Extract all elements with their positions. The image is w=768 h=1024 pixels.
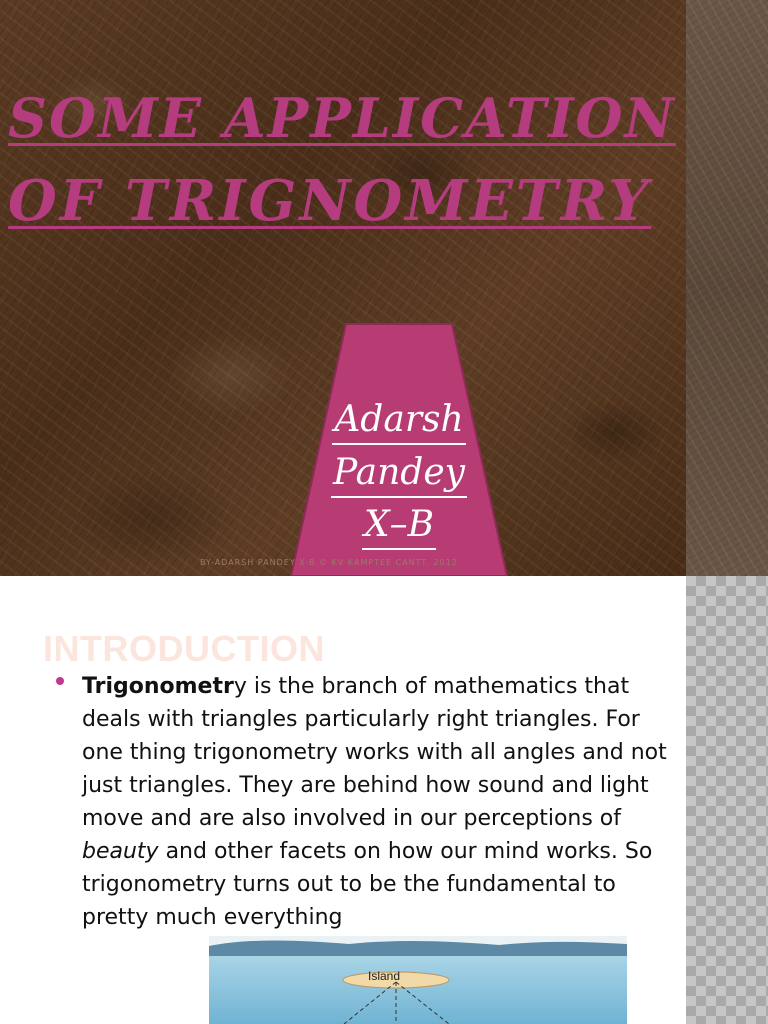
author-class: X–B bbox=[300, 507, 498, 543]
checkered-side-strip bbox=[686, 576, 768, 1024]
slide-title-line-1: SOME APPLICATION bbox=[8, 86, 676, 150]
island-diagram-image bbox=[209, 936, 627, 1024]
paragraph-line-8: pretty much everything bbox=[82, 905, 343, 930]
introduction-slide bbox=[0, 576, 768, 1024]
author-first-name: Adarsh bbox=[300, 402, 498, 438]
author-last-name: Pandey bbox=[300, 455, 498, 491]
term-bold: Trigonometr bbox=[82, 674, 234, 699]
paragraph-line-4: just triangles. They are behind how sound and light bbox=[82, 773, 649, 798]
section-heading: INTRODUCTION bbox=[43, 628, 325, 669]
term-italic: beauty bbox=[82, 839, 159, 864]
paragraph-line-6: beauty and other facets on how our mind works. So bbox=[82, 839, 653, 864]
paragraph-line-7: trigonometry turns out to be the fundamental to bbox=[82, 872, 616, 897]
paragraph-line-5: move and are also involved in our perceptions of bbox=[82, 806, 622, 831]
slide-title-line-2: OF TRIGNOMETRY bbox=[8, 168, 652, 234]
marble-side-strip bbox=[686, 0, 768, 576]
paragraph-line-2: deals with triangles particularly right triangles. For bbox=[82, 707, 640, 732]
slide-footer: BY-ADARSH PANDEY X-B © KV KAMPTEE CANTT. 2012 bbox=[200, 558, 458, 567]
bullet-paragraph bbox=[82, 670, 692, 934]
paragraph-line-3: one thing trigonometry works with all angles and not bbox=[82, 740, 667, 765]
bullet-dot-icon bbox=[56, 677, 64, 685]
paragraph-line-1: Trigonometry is the branch of mathematics that bbox=[82, 674, 630, 699]
island-label: Island bbox=[368, 969, 401, 983]
